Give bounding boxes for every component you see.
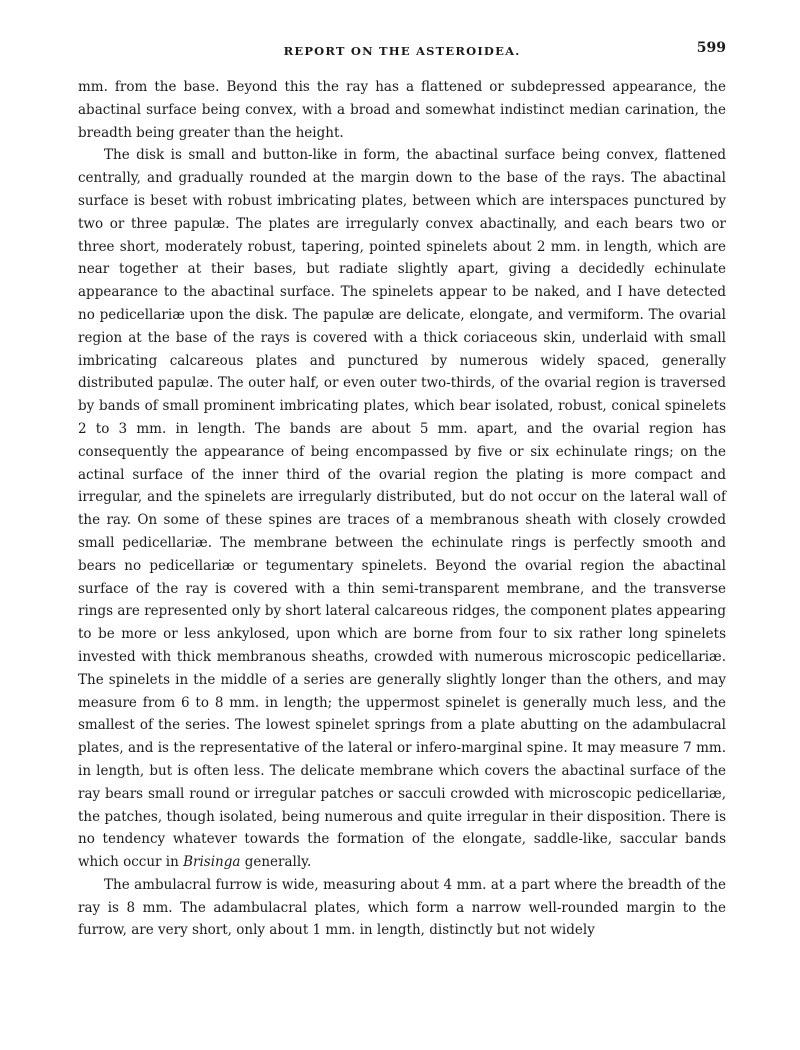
paragraph (78, 874, 726, 942)
body-text (78, 76, 726, 942)
paragraph-text: The ambulacral furrow is wide, measuring about 4 mm. at a part where the breadth of the ray is 8 mm. The adambulacral plates, which form a narrow well-rounded margin to the furrow, are very short, only about 1 mm. in length, distinctly but not widely (78, 876, 726, 939)
page-number: 599 (696, 40, 726, 56)
paragraph-text-end: generally. (240, 854, 312, 871)
paragraph (78, 76, 726, 144)
running-title: REPORT ON THE ASTEROIDEA. (283, 44, 521, 58)
paragraph-text: mm. from the base. Beyond this the ray has a flattened or subdepressed appearance, the abactinal surface being convex, with a broad and somewhat indistinct median carination, the breadth being greater than the height. (78, 79, 726, 141)
genus-name: Brisinga (183, 854, 241, 871)
page-header (78, 38, 726, 62)
document-page (78, 38, 726, 942)
paragraph (78, 144, 726, 874)
paragraph-text: The disk is small and button-like in form, the abactinal surface being convex, flattened centrally, and gradually rounded at the margin down to the base of the rays. The abactinal surface is beset with robust imbricating plates, between which are interspaces punctured by two or three papulæ. The plates are irregularly convex abactinally, and each bears two or three short, moderately robust, tapering, pointed spinelets about 2 mm. in length, which are near together at their bases, but radiate slightly apart, giving a decidedly echinulate appearance to the abactinal surface. The spinelets appear to be naked, and I have detected no pedicellariæ upon the disk. The papulæ are delicate, elongate, and vermiform. The ovarial region at the base of the rays is covered with a thick coriaceous skin, underlaid with small imbricating calcareous plates and punctured by numerous widely spaced, generally distributed papulæ. The outer half, or even outer two-thirds, of the ovarial region is traversed by bands of small prominent imbricating plates, which bear isolated, robust, conical spinelets 2 to 3 mm. in length. The bands are about 5 mm. apart, and the ovarial region has consequently the appearance of being encompassed by five or six echinulate rings; on the actinal surface of the inner third of the ovarial region the plating is more compact and irregular, and the spinelets are irregularly distributed, but do not occur on the lateral wall of the ray. On some of these spines are traces of a membranous sheath with closely crowded small pedicellariæ. The membrane between the echinulate rings is perfectly smooth and bears no pedicellariæ or tegumentary spinelets. Beyond the ovarial region the abactinal surface of the ray is covered with a thin semi-transparent membrane, and the transverse rings are represented only by short lateral calcareous ridges, the component plates appearing to be more or less ankylosed, upon which are borne from four to six rather long spinelets invested with thick membranous sheaths, crowded with numerous microscopic pedicellariæ. The spinelets in the middle of a series are generally slightly longer than the others, and may measure from 6 to 8 mm. in length; the uppermost spinelet is generally much less, and the smallest of the series. The lowest spinelet springs from a plate abutting on the adambulacral plates, and is the representative of the lateral or infero-marginal spine. It may measure 7 mm. in length, but is often less. The delicate membrane which covers the abactinal surface of the ray bears small round or irregular patches or sacculi crowded with microscopic pedicellariæ, the patches, though isolated, being numerous and quite irregular in their disposition. There is no tendency whatever towards the formation of the elongate, saddle-like, saccular bands which occur in (78, 147, 726, 871)
